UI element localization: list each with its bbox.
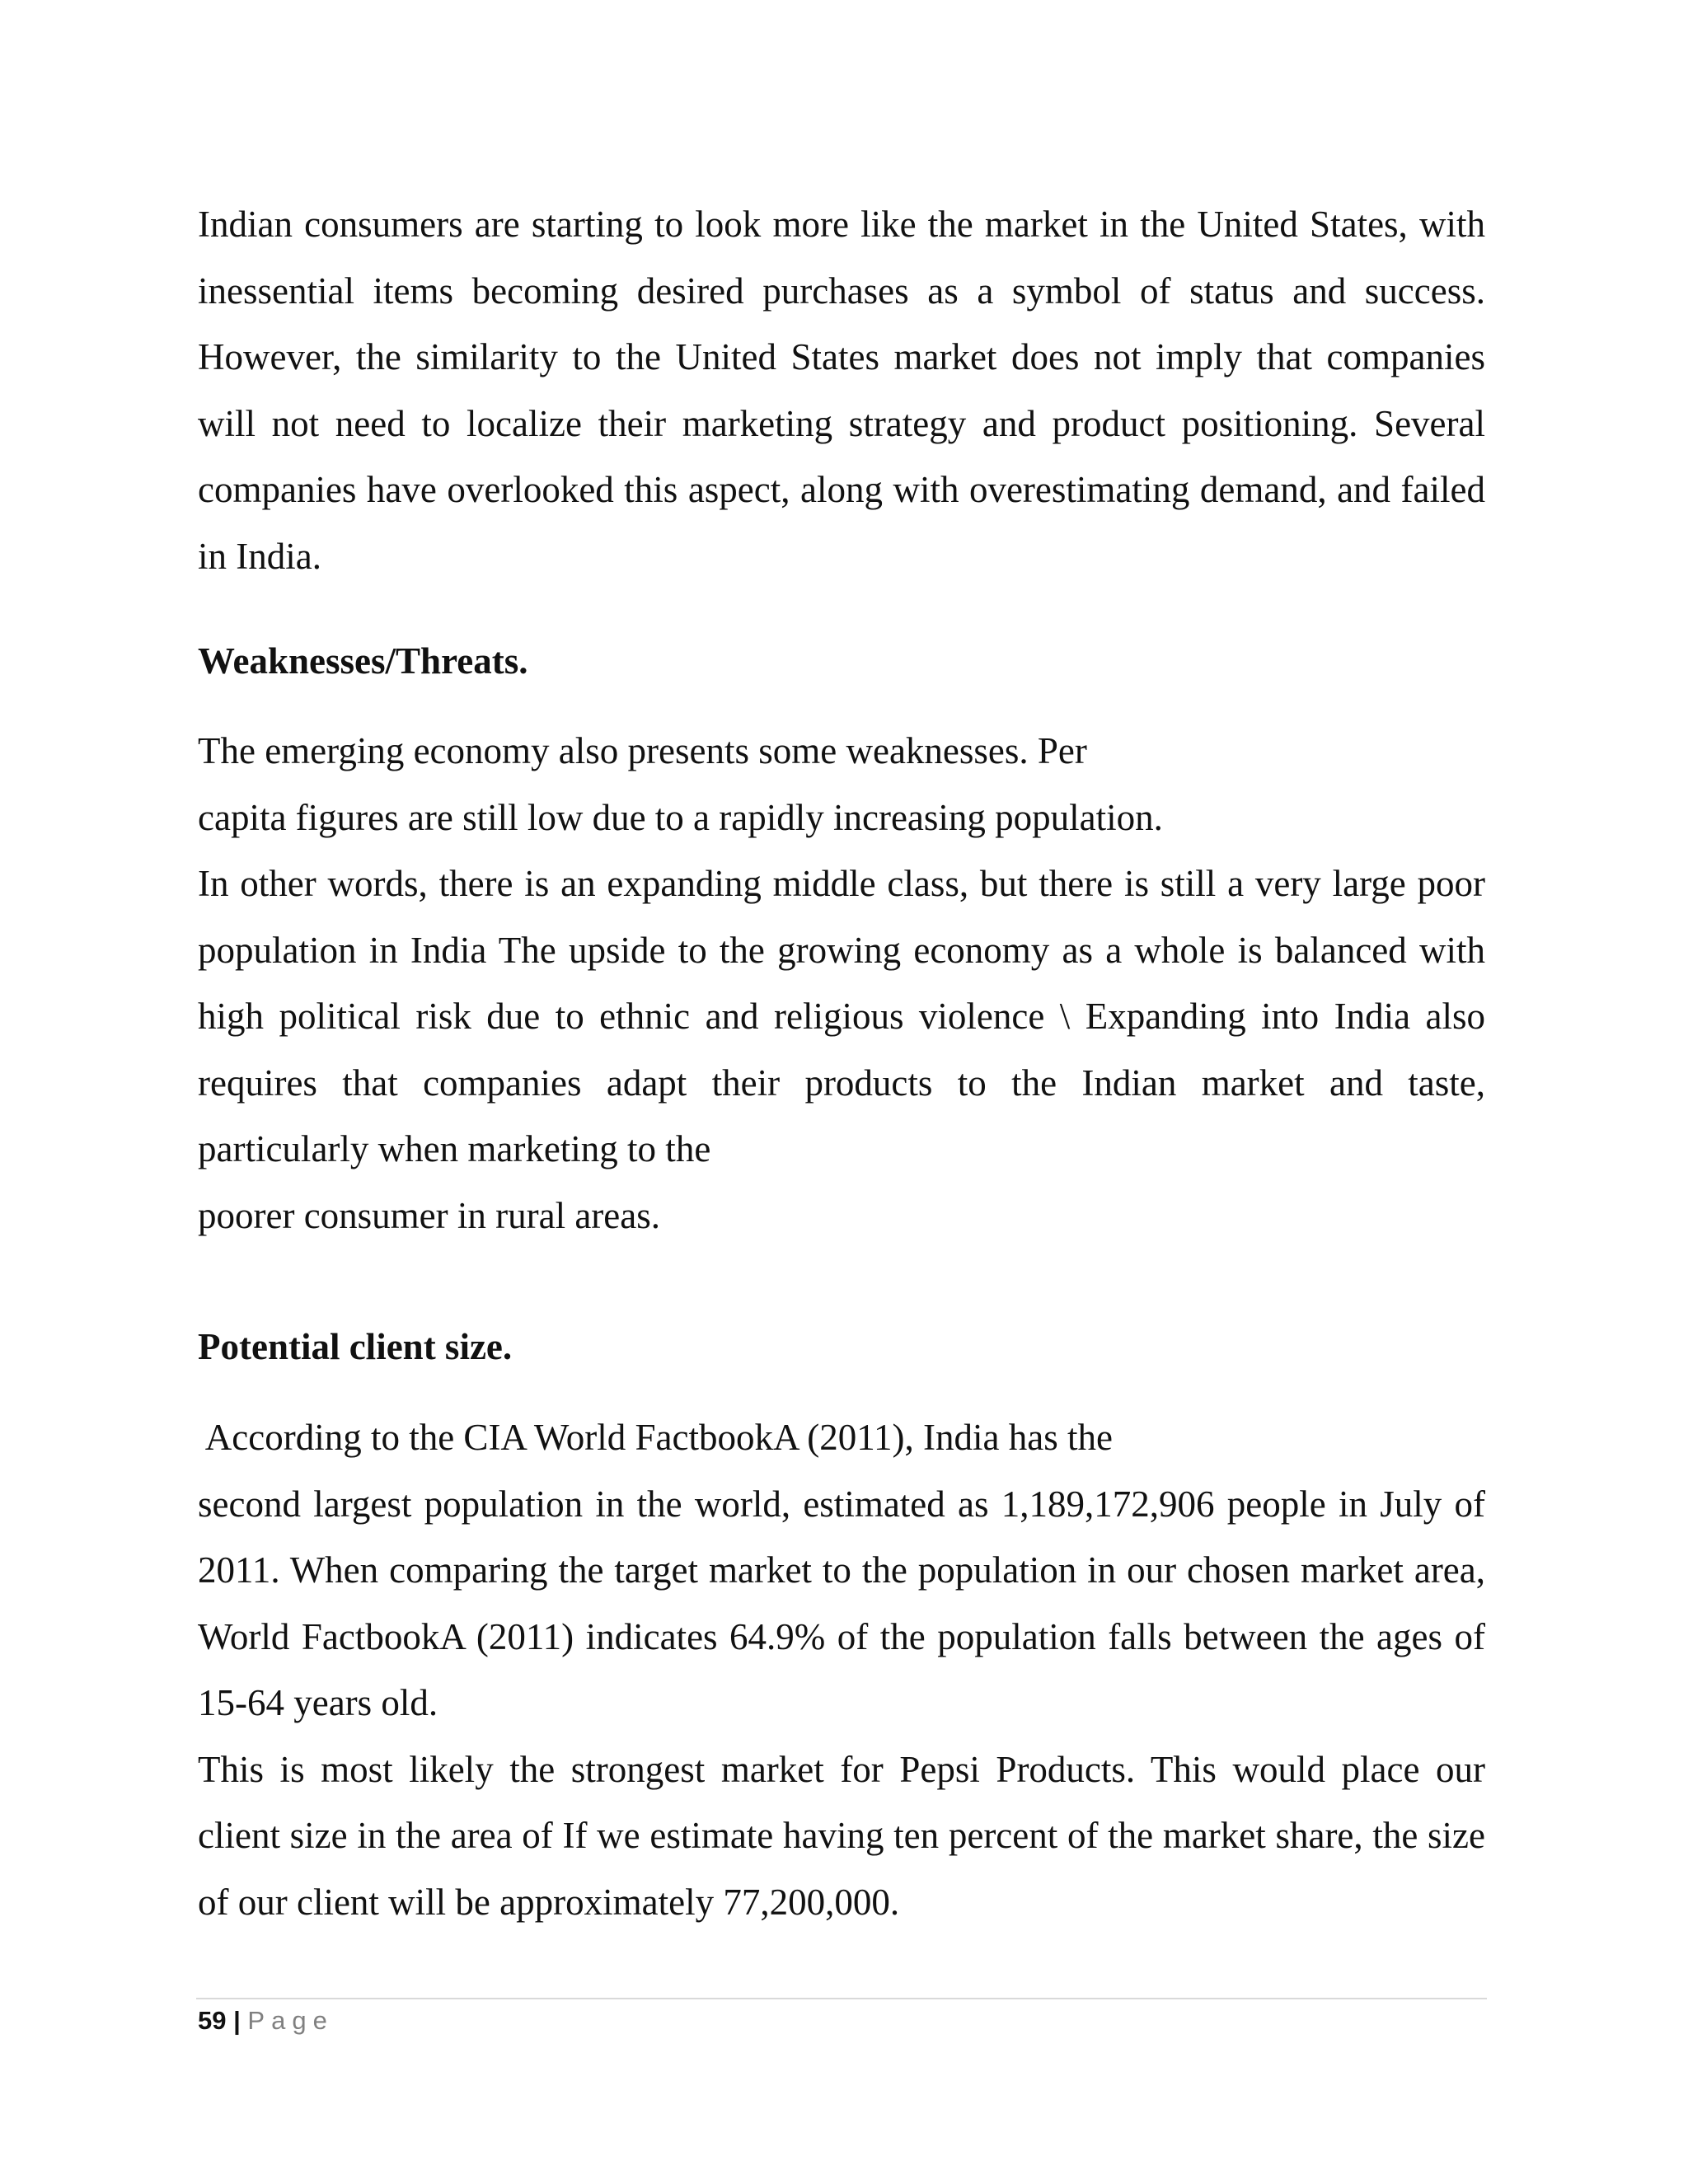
page-label: Page	[247, 2006, 334, 2035]
heading-potential-client-size: Potential client size.	[198, 1326, 513, 1367]
intro-paragraph: Indian consumers are starting to look more like the market in the United States, with inessential items becoming desired purchases as a symbol of status and success. However, the similarity to the United States market does not imply that companies will not need to localize their marketing strategy and product positioning. Several companies have overlooked this aspect, along with overestimating demand, and failed in India.	[198, 204, 1485, 577]
client-paragraph-1: second largest population in the world, estimated as 1,189,172,906 people in July of 2011. When comparing the target market to the population in our chosen market area, World FactbookA (2011) indicates 64.9% of the population falls between the ages of 15-64 years old.	[198, 1483, 1485, 1723]
client-size-section	[198, 1404, 1485, 1935]
page-number: 59	[198, 2006, 227, 2035]
footer-separator: |	[233, 2006, 241, 2035]
client-paragraph-2: This is most likely the strongest market for Pepsi Products. This would place our client size in the area of If we estimate having ten percent of the market share, the size of our client will be approximately 77,200,000.	[198, 1748, 1485, 1923]
weaknesses-line-1: The emerging economy also presents some weaknesses. Per	[198, 730, 1087, 771]
page-footer	[198, 2003, 334, 2039]
weaknesses-section	[198, 718, 1485, 1249]
weaknesses-paragraph: In other words, there is an expanding middle class, but there is still a very large poor population in India The upside to the growing economy as a whole is balanced with high political risk due to ethnic and religious violence \ Expanding into India also requires that companies adapt their products to the Indian market and taste, particularly when marketing to the	[198, 863, 1485, 1169]
heading-weaknesses-threats: Weaknesses/Threats.	[198, 640, 528, 682]
client-line-1: According to the CIA World FactbookA (2011), India has the	[198, 1417, 1113, 1458]
weaknesses-line-2: capita figures are still low due to a rapidly increasing population.	[198, 796, 1163, 838]
weaknesses-line-last: poorer consumer in rural areas.	[198, 1194, 661, 1236]
footer-divider	[196, 1998, 1487, 1999]
